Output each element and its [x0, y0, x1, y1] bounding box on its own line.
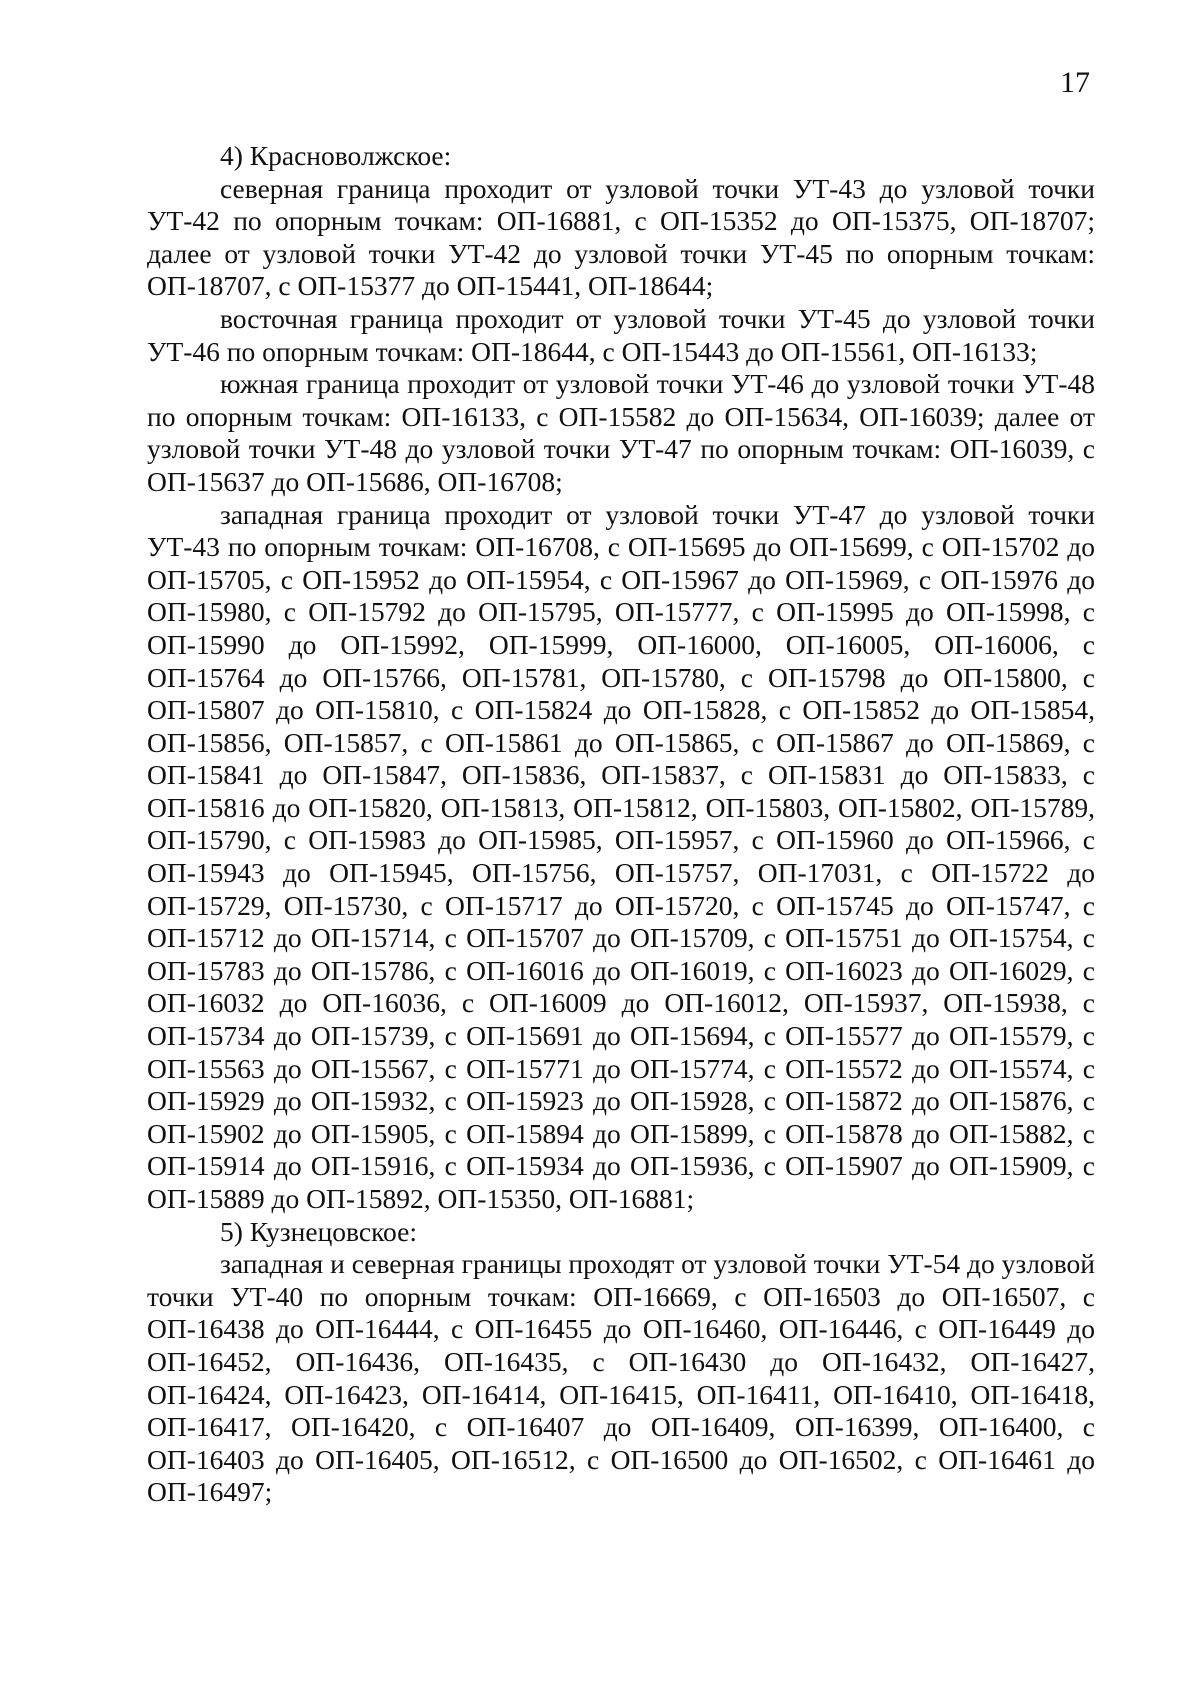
- page-number: 17: [1060, 66, 1090, 99]
- paragraph-southern-boundary: южная граница проходит от узловой точки УТ-46 до узловой точки УТ-48 по опорным точкам: ОП-16133, с ОП-15582 до ОП-15634, ОП-16039; далее от узловой точки УТ-48 до узловой точки УТ-47 по опорным точкам: ОП-16039, с ОП-15637 до ОП-15686, ОП-16708;: [147, 368, 1095, 497]
- paragraph-western-northern-boundaries: западная и северная границы проходят от узловой точки УТ-54 до узловой точки УТ-40 по опорным точкам: ОП-16669, с ОП-16503 до ОП-16507, с ОП-16438 до ОП-16444, с ОП-16455 до ОП-16460, ОП-16446, с ОП-16449 до ОП-16452, ОП-16436, ОП-16435, с ОП-16430 до ОП-16432, ОП-16427, ОП-16424, ОП-16423, ОП-16414, ОП-16415, ОП-16411, ОП-16410, ОП-16418, ОП-16417, ОП-16420, с ОП-16407 до ОП-16409, ОП-16399, ОП-16400, с ОП-16403 до ОП-16405, ОП-16512, с ОП-16500 до ОП-16502, с ОП-16461 до ОП-16497;: [147, 1248, 1095, 1508]
- paragraph-eastern-boundary: восточная граница проходит от узловой точки УТ-45 до узловой точки УТ-46 по опорным точкам: ОП-18644, с ОП-15443 до ОП-15561, ОП-16133;: [147, 302, 1095, 367]
- paragraph-northern-boundary: северная граница проходит от узловой точки УТ-43 до узловой точки УТ-42 по опорным точкам: ОП-16881, с ОП-15352 до ОП-15375, ОП-18707; далее от узловой точки УТ-42 до узловой точки УТ-45 по опорным точкам: ОП-18707, с ОП-15377 до ОП-15441, ОП-18644;: [147, 172, 1095, 302]
- paragraph-western-boundary: западная граница проходит от узловой точки УТ-47 до узловой точки УТ-43 по опорным точкам: ОП-16708, с ОП-15695 до ОП-15699, с ОП-15702 до ОП-15705, с ОП-15952 до ОП-15954, с ОП-15967 до ОП-15969, с ОП-15976 до ОП-15980, с ОП-15792 до ОП-15795, ОП-15777, с ОП-15995 до ОП-15998, с ОП-15990 до ОП-15992, ОП-15999, ОП-16000, ОП-16005, ОП-16006, с ОП-15764 до ОП-15766, ОП-15781, ОП-15780, с ОП-15798 до ОП-15800, с ОП-15807 до ОП-15810, с ОП-15824 до ОП-15828, с ОП-15852 до ОП-15854, ОП-15856, ОП-15857, с ОП-15861 до ОП-15865, с ОП-15867 до ОП-15869, с ОП-15841 до ОП-15847, ОП-15836, ОП-15837, с ОП-15831 до ОП-15833, с ОП-15816 до ОП-15820, ОП-15813, ОП-15812, ОП-15803, ОП-15802, ОП-15789, ОП-15790, с ОП-15983 до ОП-15985, ОП-15957, с ОП-15960 до ОП-15966, с ОП-15943 до ОП-15945, ОП-15756, ОП-15757, ОП-17031, с ОП-15722 до ОП-15729, ОП-15730, с ОП-15717 до ОП-15720, с ОП-15745 до ОП-15747, с ОП-15712 до ОП-15714, с ОП-15707 до ОП-15709, с ОП-15751 до ОП-15754, с ОП-15783 до ОП-15786, с ОП-16016 до ОП-16019, с ОП-16023 до ОП-16029, с ОП-16032 до ОП-16036, с ОП-16009 до ОП-16012, ОП-15937, ОП-15938, с ОП-15734 до ОП-15739, с ОП-15691 до ОП-15694, с ОП-15577 до ОП-15579, с ОП-15563 до ОП-15567, с ОП-15771 до ОП-15774, с ОП-15572 до ОП-15574, с ОП-15929 до ОП-15932, с ОП-15923 до ОП-15928, с ОП-15872 до ОП-15876, с ОП-15902 до ОП-15905, с ОП-15894 до ОП-15899, с ОП-15878 до ОП-15882, с ОП-15914 до ОП-15916, с ОП-15934 до ОП-15936, с ОП-15907 до ОП-15909, с ОП-15889 до ОП-15892, ОП-15350, ОП-16881;: [147, 498, 1095, 1214]
- section-heading-kuznetsovskoe: 5) Кузнецовское:: [220, 1215, 417, 1247]
- document-body: [147, 140, 1095, 1509]
- section-heading-krasnovolzhskoe: 4) Красноволжское:: [220, 140, 452, 171]
